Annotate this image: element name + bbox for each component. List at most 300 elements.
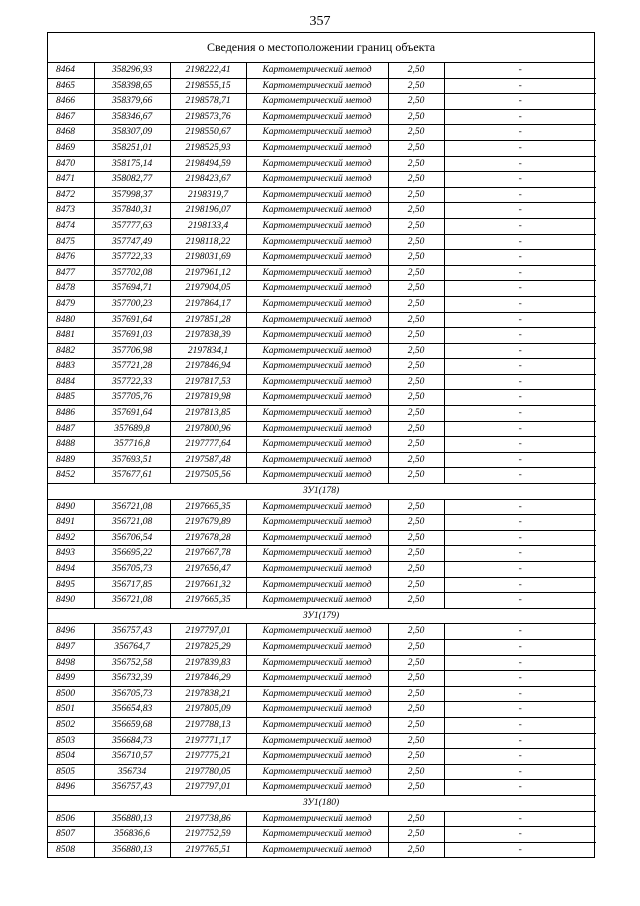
table-row	[48, 764, 596, 780]
x-coordinate-cell: 358251,01	[94, 140, 170, 156]
table-row	[48, 265, 596, 281]
y-coordinate-cell: 2197813,85	[170, 406, 246, 422]
method-cell: Картометрический метод	[246, 842, 388, 857]
description-cell: -	[444, 624, 596, 640]
table-row	[48, 515, 596, 531]
point-id-cell: 8479	[48, 296, 94, 312]
y-coordinate-cell: 2197864,17	[170, 296, 246, 312]
x-coordinate-cell: 357716,8	[94, 437, 170, 453]
accuracy-cell: 2,50	[388, 780, 444, 796]
section-label: ЗУ1(180)	[48, 795, 596, 811]
section-label: ЗУ1(179)	[48, 608, 596, 624]
description-cell: -	[444, 437, 596, 453]
table-row	[48, 359, 596, 375]
accuracy-cell: 2,50	[388, 234, 444, 250]
x-coordinate-cell: 356684,73	[94, 733, 170, 749]
y-coordinate-cell: 2198550,67	[170, 125, 246, 141]
description-cell: -	[444, 281, 596, 297]
method-cell: Картометрический метод	[246, 109, 388, 125]
y-coordinate-cell: 2197846,94	[170, 359, 246, 375]
x-coordinate-cell: 356721,08	[94, 515, 170, 531]
x-coordinate-cell: 358082,77	[94, 172, 170, 188]
description-cell: -	[444, 374, 596, 390]
table-row	[48, 562, 596, 578]
description-cell: -	[444, 125, 596, 141]
x-coordinate-cell: 357705,76	[94, 390, 170, 406]
description-cell: -	[444, 764, 596, 780]
accuracy-cell: 2,50	[388, 328, 444, 344]
y-coordinate-cell: 2197838,39	[170, 328, 246, 344]
x-coordinate-cell: 357693,51	[94, 452, 170, 468]
method-cell: Картометрический метод	[246, 811, 388, 827]
table-row	[48, 593, 596, 609]
x-coordinate-cell: 357777,63	[94, 218, 170, 234]
description-cell: -	[444, 702, 596, 718]
y-coordinate-cell: 2198319,7	[170, 187, 246, 203]
method-cell: Картометрический метод	[246, 452, 388, 468]
x-coordinate-cell: 358296,93	[94, 63, 170, 78]
point-id-cell: 8468	[48, 125, 94, 141]
table-row	[48, 452, 596, 468]
point-id-cell: 8501	[48, 702, 94, 718]
accuracy-cell: 2,50	[388, 827, 444, 843]
description-cell: -	[444, 468, 596, 484]
point-id-cell: 8483	[48, 359, 94, 375]
x-coordinate-cell: 356710,57	[94, 749, 170, 765]
table-row	[48, 374, 596, 390]
method-cell: Картометрический метод	[246, 140, 388, 156]
table-row	[48, 140, 596, 156]
y-coordinate-cell: 2197771,17	[170, 733, 246, 749]
point-id-cell: 8477	[48, 265, 94, 281]
table-row	[48, 655, 596, 671]
y-coordinate-cell: 2197667,78	[170, 546, 246, 562]
method-cell: Картометрический метод	[246, 328, 388, 344]
y-coordinate-cell: 2197805,09	[170, 702, 246, 718]
method-cell: Картометрический метод	[246, 515, 388, 531]
table-row	[48, 328, 596, 344]
description-cell: -	[444, 671, 596, 687]
point-id-cell: 8503	[48, 733, 94, 749]
point-id-cell: 8471	[48, 172, 94, 188]
description-cell: -	[444, 717, 596, 733]
method-cell: Картометрический метод	[246, 530, 388, 546]
accuracy-cell: 2,50	[388, 421, 444, 437]
y-coordinate-cell: 2197846,29	[170, 671, 246, 687]
method-cell: Картометрический метод	[246, 780, 388, 796]
method-cell: Картометрический метод	[246, 577, 388, 593]
accuracy-cell: 2,50	[388, 187, 444, 203]
section-label: ЗУ1(178)	[48, 484, 596, 500]
description-cell: -	[444, 562, 596, 578]
method-cell: Картометрический метод	[246, 94, 388, 110]
description-cell: -	[444, 109, 596, 125]
x-coordinate-cell: 357702,08	[94, 265, 170, 281]
description-cell: -	[444, 187, 596, 203]
point-id-cell: 8490	[48, 499, 94, 515]
x-coordinate-cell: 356752,58	[94, 655, 170, 671]
point-id-cell: 8481	[48, 328, 94, 344]
y-coordinate-cell: 2197839,83	[170, 655, 246, 671]
point-id-cell: 8470	[48, 156, 94, 172]
accuracy-cell: 2,50	[388, 811, 444, 827]
point-id-cell: 8469	[48, 140, 94, 156]
page-number: 357	[309, 14, 331, 29]
x-coordinate-cell: 356705,73	[94, 686, 170, 702]
y-coordinate-cell: 2197738,86	[170, 811, 246, 827]
table-row	[48, 109, 596, 125]
x-coordinate-cell: 358307,09	[94, 125, 170, 141]
y-coordinate-cell: 2197665,35	[170, 593, 246, 609]
table-row	[48, 172, 596, 188]
description-cell: -	[444, 499, 596, 515]
description-cell: -	[444, 296, 596, 312]
accuracy-cell: 2,50	[388, 94, 444, 110]
method-cell: Картометрический метод	[246, 359, 388, 375]
table-row	[48, 421, 596, 437]
table-row	[48, 530, 596, 546]
x-coordinate-cell: 357722,33	[94, 374, 170, 390]
method-cell: Картометрический метод	[246, 827, 388, 843]
y-coordinate-cell: 2197752,59	[170, 827, 246, 843]
point-id-cell: 8491	[48, 515, 94, 531]
point-id-cell: 8464	[48, 63, 94, 78]
method-cell: Картометрический метод	[246, 546, 388, 562]
accuracy-cell: 2,50	[388, 281, 444, 297]
description-cell: -	[444, 452, 596, 468]
accuracy-cell: 2,50	[388, 218, 444, 234]
accuracy-cell: 2,50	[388, 686, 444, 702]
description-cell: -	[444, 655, 596, 671]
method-cell: Картометрический метод	[246, 218, 388, 234]
method-cell: Картометрический метод	[246, 374, 388, 390]
y-coordinate-cell: 2197797,01	[170, 780, 246, 796]
table-row	[48, 733, 596, 749]
description-cell: -	[444, 234, 596, 250]
method-cell: Картометрический метод	[246, 764, 388, 780]
point-id-cell: 8495	[48, 577, 94, 593]
table-row	[48, 203, 596, 219]
x-coordinate-cell: 358398,65	[94, 78, 170, 94]
method-cell: Картометрический метод	[246, 265, 388, 281]
method-cell: Картометрический метод	[246, 172, 388, 188]
x-coordinate-cell: 356836,6	[94, 827, 170, 843]
y-coordinate-cell: 2198525,93	[170, 140, 246, 156]
method-cell: Картометрический метод	[246, 499, 388, 515]
accuracy-cell: 2,50	[388, 390, 444, 406]
point-id-cell: 8478	[48, 281, 94, 297]
description-cell: -	[444, 515, 596, 531]
x-coordinate-cell: 356706,54	[94, 530, 170, 546]
method-cell: Картометрический метод	[246, 390, 388, 406]
x-coordinate-cell: 356659,68	[94, 717, 170, 733]
point-id-cell: 8474	[48, 218, 94, 234]
description-cell: -	[444, 577, 596, 593]
accuracy-cell: 2,50	[388, 624, 444, 640]
method-cell: Картометрический метод	[246, 125, 388, 141]
method-cell: Картометрический метод	[246, 63, 388, 78]
table-row	[48, 312, 596, 328]
x-coordinate-cell: 358379,66	[94, 94, 170, 110]
y-coordinate-cell: 2198133,4	[170, 218, 246, 234]
accuracy-cell: 2,50	[388, 702, 444, 718]
point-id-cell: 8489	[48, 452, 94, 468]
description-cell: -	[444, 312, 596, 328]
accuracy-cell: 2,50	[388, 109, 444, 125]
description-cell: -	[444, 250, 596, 266]
x-coordinate-cell: 357691,64	[94, 312, 170, 328]
table-row	[48, 94, 596, 110]
accuracy-cell: 2,50	[388, 63, 444, 78]
x-coordinate-cell: 356757,43	[94, 624, 170, 640]
table-row	[48, 63, 596, 78]
table-row	[48, 577, 596, 593]
table-row	[48, 218, 596, 234]
point-id-cell: 8480	[48, 312, 94, 328]
x-coordinate-cell: 357998,37	[94, 187, 170, 203]
method-cell: Картометрический метод	[246, 78, 388, 94]
y-coordinate-cell: 2197800,96	[170, 421, 246, 437]
y-coordinate-cell: 2198031,69	[170, 250, 246, 266]
table-row	[48, 343, 596, 359]
point-id-cell: 8472	[48, 187, 94, 203]
point-id-cell: 8496	[48, 780, 94, 796]
description-cell: -	[444, 733, 596, 749]
y-coordinate-cell: 2197817,53	[170, 374, 246, 390]
accuracy-cell: 2,50	[388, 530, 444, 546]
method-cell: Картометрический метод	[246, 562, 388, 578]
table-row	[48, 234, 596, 250]
y-coordinate-cell: 2198573,76	[170, 109, 246, 125]
method-cell: Картометрический метод	[246, 702, 388, 718]
x-coordinate-cell: 356734	[94, 764, 170, 780]
description-cell: -	[444, 686, 596, 702]
y-coordinate-cell: 2198118,22	[170, 234, 246, 250]
y-coordinate-cell: 2197505,56	[170, 468, 246, 484]
y-coordinate-cell: 2197587,48	[170, 452, 246, 468]
accuracy-cell: 2,50	[388, 296, 444, 312]
method-cell: Картометрический метод	[246, 717, 388, 733]
accuracy-cell: 2,50	[388, 203, 444, 219]
table-row	[48, 296, 596, 312]
y-coordinate-cell: 2197775,21	[170, 749, 246, 765]
y-coordinate-cell: 2198196,07	[170, 203, 246, 219]
section-row	[48, 484, 596, 500]
y-coordinate-cell: 2198578,71	[170, 94, 246, 110]
x-coordinate-cell: 357691,64	[94, 406, 170, 422]
boundary-table	[47, 32, 595, 858]
method-cell: Картометрический метод	[246, 749, 388, 765]
accuracy-cell: 2,50	[388, 359, 444, 375]
y-coordinate-cell: 2197780,05	[170, 764, 246, 780]
accuracy-cell: 2,50	[388, 733, 444, 749]
accuracy-cell: 2,50	[388, 639, 444, 655]
accuracy-cell: 2,50	[388, 546, 444, 562]
coordinates-table	[48, 63, 596, 857]
x-coordinate-cell: 356721,08	[94, 593, 170, 609]
description-cell: -	[444, 390, 596, 406]
point-id-cell: 8467	[48, 109, 94, 125]
x-coordinate-cell: 356654,83	[94, 702, 170, 718]
point-id-cell: 8490	[48, 593, 94, 609]
accuracy-cell: 2,50	[388, 343, 444, 359]
x-coordinate-cell: 358175,14	[94, 156, 170, 172]
description-cell: -	[444, 218, 596, 234]
description-cell: -	[444, 63, 596, 78]
accuracy-cell: 2,50	[388, 250, 444, 266]
table-body	[48, 63, 596, 857]
description-cell: -	[444, 140, 596, 156]
point-id-cell: 8506	[48, 811, 94, 827]
x-coordinate-cell: 356880,13	[94, 842, 170, 857]
table-row	[48, 842, 596, 857]
x-coordinate-cell: 356721,08	[94, 499, 170, 515]
accuracy-cell: 2,50	[388, 764, 444, 780]
table-row	[48, 702, 596, 718]
point-id-cell: 8504	[48, 749, 94, 765]
accuracy-cell: 2,50	[388, 140, 444, 156]
description-cell: -	[444, 749, 596, 765]
accuracy-cell: 2,50	[388, 452, 444, 468]
x-coordinate-cell: 357691,03	[94, 328, 170, 344]
accuracy-cell: 2,50	[388, 468, 444, 484]
x-coordinate-cell: 357840,31	[94, 203, 170, 219]
description-cell: -	[444, 780, 596, 796]
method-cell: Картометрический метод	[246, 671, 388, 687]
y-coordinate-cell: 2197765,51	[170, 842, 246, 857]
description-cell: -	[444, 172, 596, 188]
table-row	[48, 499, 596, 515]
point-id-cell: 8466	[48, 94, 94, 110]
y-coordinate-cell: 2198222,41	[170, 63, 246, 78]
x-coordinate-cell: 357694,71	[94, 281, 170, 297]
description-cell: -	[444, 78, 596, 94]
method-cell: Картометрический метод	[246, 234, 388, 250]
method-cell: Картометрический метод	[246, 312, 388, 328]
y-coordinate-cell: 2198555,15	[170, 78, 246, 94]
y-coordinate-cell: 2197834,1	[170, 343, 246, 359]
point-id-cell: 8507	[48, 827, 94, 843]
y-coordinate-cell: 2197665,35	[170, 499, 246, 515]
description-cell: -	[444, 156, 596, 172]
accuracy-cell: 2,50	[388, 593, 444, 609]
y-coordinate-cell: 2197777,64	[170, 437, 246, 453]
method-cell: Картометрический метод	[246, 296, 388, 312]
description-cell: -	[444, 827, 596, 843]
x-coordinate-cell: 356705,73	[94, 562, 170, 578]
accuracy-cell: 2,50	[388, 671, 444, 687]
x-coordinate-cell: 357706,98	[94, 343, 170, 359]
x-coordinate-cell: 357747,49	[94, 234, 170, 250]
x-coordinate-cell: 357721,28	[94, 359, 170, 375]
accuracy-cell: 2,50	[388, 265, 444, 281]
method-cell: Картометрический метод	[246, 639, 388, 655]
method-cell: Картометрический метод	[246, 686, 388, 702]
point-id-cell: 8486	[48, 406, 94, 422]
description-cell: -	[444, 328, 596, 344]
accuracy-cell: 2,50	[388, 312, 444, 328]
description-cell: -	[444, 639, 596, 655]
method-cell: Картометрический метод	[246, 593, 388, 609]
method-cell: Картометрический метод	[246, 421, 388, 437]
point-id-cell: 8473	[48, 203, 94, 219]
point-id-cell: 8499	[48, 671, 94, 687]
table-row	[48, 156, 596, 172]
method-cell: Картометрический метод	[246, 655, 388, 671]
y-coordinate-cell: 2197678,28	[170, 530, 246, 546]
x-coordinate-cell: 356764,7	[94, 639, 170, 655]
y-coordinate-cell: 2197797,01	[170, 624, 246, 640]
point-id-cell: 8492	[48, 530, 94, 546]
point-id-cell: 8452	[48, 468, 94, 484]
description-cell: -	[444, 530, 596, 546]
method-cell: Картометрический метод	[246, 468, 388, 484]
table-row	[48, 686, 596, 702]
description-cell: -	[444, 265, 596, 281]
description-cell: -	[444, 593, 596, 609]
method-cell: Картометрический метод	[246, 343, 388, 359]
description-cell: -	[444, 421, 596, 437]
method-cell: Картометрический метод	[246, 437, 388, 453]
description-cell: -	[444, 811, 596, 827]
accuracy-cell: 2,50	[388, 842, 444, 857]
table-row	[48, 717, 596, 733]
x-coordinate-cell: 357722,33	[94, 250, 170, 266]
point-id-cell: 8498	[48, 655, 94, 671]
point-id-cell: 8476	[48, 250, 94, 266]
table-row	[48, 639, 596, 655]
y-coordinate-cell: 2197825,29	[170, 639, 246, 655]
table-row	[48, 125, 596, 141]
table-row	[48, 624, 596, 640]
point-id-cell: 8500	[48, 686, 94, 702]
point-id-cell: 8484	[48, 374, 94, 390]
method-cell: Картометрический метод	[246, 156, 388, 172]
x-coordinate-cell: 356732,39	[94, 671, 170, 687]
section-row	[48, 608, 596, 624]
point-id-cell: 8482	[48, 343, 94, 359]
y-coordinate-cell: 2197661,32	[170, 577, 246, 593]
accuracy-cell: 2,50	[388, 499, 444, 515]
table-row	[48, 78, 596, 94]
x-coordinate-cell: 356717,85	[94, 577, 170, 593]
table-row	[48, 671, 596, 687]
description-cell: -	[444, 343, 596, 359]
y-coordinate-cell: 2197904,05	[170, 281, 246, 297]
point-id-cell: 8497	[48, 639, 94, 655]
table-row	[48, 749, 596, 765]
x-coordinate-cell: 357677,61	[94, 468, 170, 484]
point-id-cell: 8508	[56, 844, 75, 855]
table-row	[48, 546, 596, 562]
y-coordinate-cell: 2198494,59	[170, 156, 246, 172]
accuracy-cell: 2,50	[388, 515, 444, 531]
point-id-cell: 8493	[48, 546, 94, 562]
x-coordinate-cell: 356695,22	[94, 546, 170, 562]
point-id-cell: 8496	[48, 624, 94, 640]
accuracy-cell: 2,50	[388, 577, 444, 593]
y-coordinate-cell: 2197788,13	[170, 717, 246, 733]
table-row	[48, 468, 596, 484]
point-id-cell: 8485	[48, 390, 94, 406]
y-coordinate-cell: 2198423,67	[170, 172, 246, 188]
x-coordinate-cell: 358346,67	[94, 109, 170, 125]
description-cell: -	[444, 94, 596, 110]
table-row	[48, 437, 596, 453]
method-cell: Картометрический метод	[246, 733, 388, 749]
table-row	[48, 250, 596, 266]
table-row	[48, 281, 596, 297]
